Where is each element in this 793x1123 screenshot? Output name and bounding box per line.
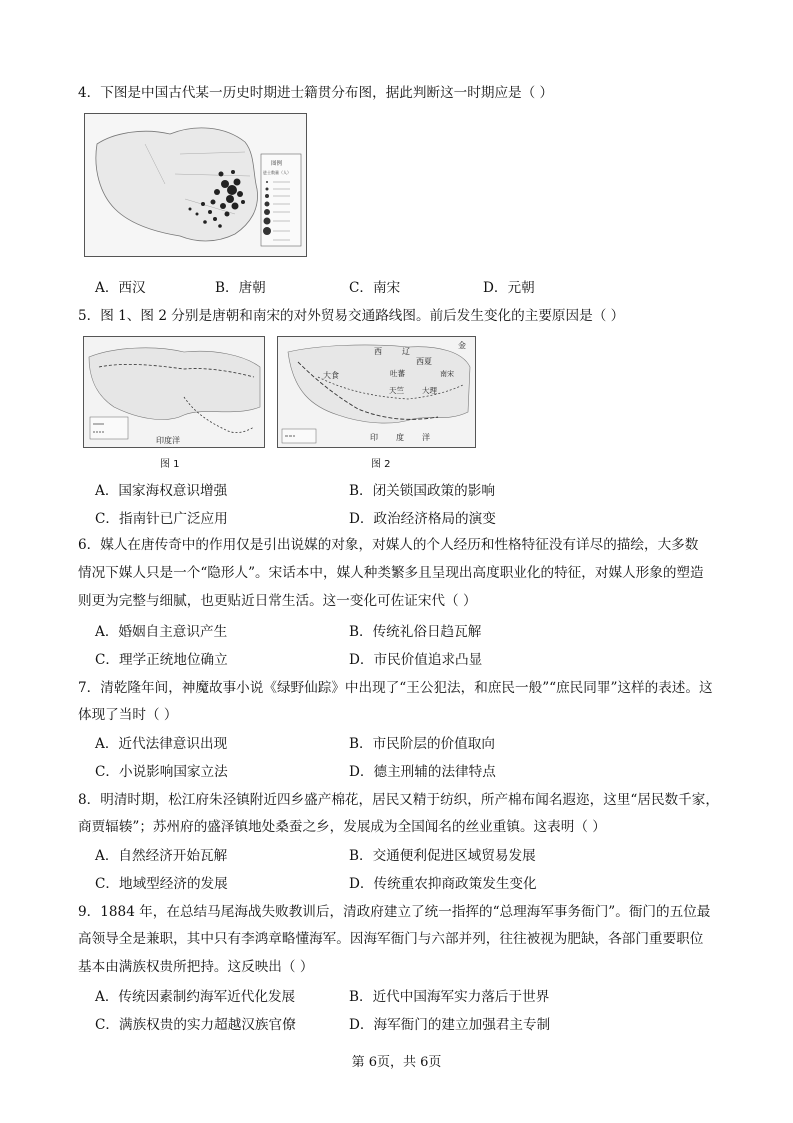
q9-stem-line-2: 高领导全是兼职，其中只有李鸿章略懂海军。因海军衙门与六部并列，往往被视为肥缺，各部门重要职位 [78,931,704,947]
fig2-label-xixia: 西夏 [416,357,432,366]
q6-option-c[interactable]: C．理学正统地位确立 [95,652,228,668]
q9-option-c[interactable]: C．满族权贵的实力超越汉族官僚 [95,1017,296,1033]
q5-figure-1 [83,336,265,448]
q7-option-d[interactable]: D．德主刑辅的法律特点 [349,764,496,780]
q4-option-d[interactable]: D．元朝 [483,280,535,296]
q7-stem-line-1: 7．清乾隆年间，神魔故事小说《绿野仙踪》中出现了“王公犯法，和庶民一般”“庶民同罪”这样的表述。这 [78,680,713,696]
jinshi-distribution-map [85,114,306,256]
fig2-label-du: 度 [396,433,404,442]
q6-stem-line-3: 则更为完整与细腻，也更贴近日常生活。这一变化可佐证宋代（ ） [78,593,477,609]
q8-option-a[interactable]: A．自然经济开始瓦解 [95,848,228,864]
q9-option-d[interactable]: D．海军衙门的建立加强君主专制 [349,1017,551,1033]
song-trade-route-map [278,337,475,447]
q7-option-b[interactable]: B．市民阶层的价值取向 [349,736,495,752]
q4-option-a[interactable]: A．西汉 [95,280,146,296]
fig2-label-dashi: 大食 [323,371,339,380]
q4-stem: 4．下图是中国古代某一历史时期进士籍贯分布图，据此判断这一时期应是（ ） [78,85,554,101]
q4-option-b[interactable]: B．唐朝 [215,280,266,296]
fig2-label-liao: 辽 [402,347,410,356]
q5-option-c[interactable]: C．指南针已广泛应用 [95,511,228,527]
q9-stem-line-1: 9．1884 年，在总结马尾海战失败教训后，清政府建立了统一指挥的“总理海军事务衙门”。衙门的五位最 [78,904,711,920]
q8-option-b[interactable]: B．交通便利促进区域贸易发展 [349,848,536,864]
q5-figure-2 [277,336,476,448]
q5-stem: 5．图 1、图 2 分别是唐朝和南宋的对外贸易交通路线图。前后发生变化的主要原因是（ ） [78,308,625,324]
fig1-label-indian-ocean: 印度洋 [156,436,180,445]
q4-option-c[interactable]: C．南宋 [349,280,401,296]
q6-stem-line-1: 6．媒人在唐传奇中的作用仅是引出说媒的对象，对媒人的个人经历和性格特征没有详尽的描绘，大多数 [78,537,699,553]
q8-stem-line-2: 商贾辐辏”；苏州府的盛泽镇地处桑蚕之乡，发展成为全国闻名的丝业重镇。这表明（ ） [78,819,606,835]
fig2-label-jin: 金 [458,341,466,350]
q5-fig2-caption: 图 2 [371,459,391,470]
map-legend-subtitle: 进士数量（人） [263,170,291,175]
q8-option-c[interactable]: C．地域型经济的发展 [95,876,228,892]
fig2-label-yang: 洋 [422,433,430,442]
q6-option-d[interactable]: D．市民价值追求凸显 [349,652,483,668]
q7-option-a[interactable]: A．近代法律意识出现 [95,736,228,752]
q6-option-b[interactable]: B．传统礼俗日趋瓦解 [349,624,482,640]
q5-option-a[interactable]: A．国家海权意识增强 [95,483,228,499]
q5-option-d[interactable]: D．政治经济格局的演变 [349,511,496,527]
q7-option-c[interactable]: C．小说影响国家立法 [95,764,228,780]
q8-stem-line-1: 8．明清时期，松江府朱泾镇附近四乡盛产棉花，居民又精于纺织，所产棉布闻名遐迩，这里“居民数千家， [78,792,719,808]
q8-option-d[interactable]: D．传统重农抑商政策发生变化 [349,876,537,892]
q9-stem-line-3: 基本由满族权贵所把持。这反映出（ ） [78,959,314,975]
q9-option-a[interactable]: A．传统因素制约海军近代化发展 [95,989,296,1005]
map-legend-title: 图例 [271,161,283,167]
q7-stem-line-2: 体现了当时（ ） [78,707,178,723]
fig2-label-southern-song: 南宋 [440,370,454,378]
page-footer: 第 6页，共 6页 [351,1055,442,1070]
fig2-label-xi: 西 [374,347,382,356]
q5-option-b[interactable]: B．闭关锁国政策的影响 [349,483,495,499]
q6-option-a[interactable]: A．婚姻自主意识产生 [95,624,228,640]
fig2-label-tubo: 吐蕃 [390,369,405,378]
q9-option-b[interactable]: B．近代中国海军实力落后于世界 [349,989,550,1005]
tang-trade-route-map [84,337,264,447]
fig2-label-yin: 印 [370,433,378,442]
q6-stem-line-2: 情况下媒人只是一个“隐形人”。宋话本中，媒人种类繁多且呈现出高度职业化的特征，对媒人形象的塑造 [78,565,704,581]
fig2-label-dali: 大理 [422,386,437,395]
q5-fig1-caption: 图 1 [160,459,180,470]
fig2-label-tianzhu: 天竺 [389,386,404,395]
q4-map-figure [84,113,307,257]
